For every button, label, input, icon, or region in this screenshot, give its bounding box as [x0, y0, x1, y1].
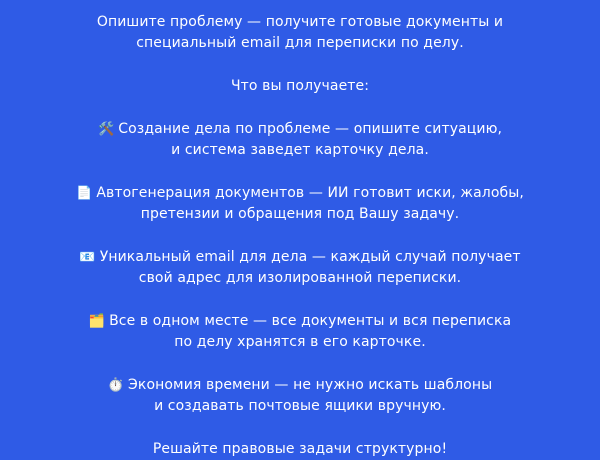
section-heading: Что вы получаете: [230, 78, 370, 94]
feature-item-time-saving [24, 375, 576, 417]
feature-line-2: по делу хранятся в его карточке. [174, 334, 426, 350]
feature-line-1: Экономия времени — не нужно искать шаблоны [128, 377, 493, 393]
stopwatch-icon: ⏱️ [107, 378, 125, 393]
feature-line-2: претензии и обращения под Вашу задачу. [140, 206, 460, 222]
intro-line-1: Опишите проблему — получите готовые документы и [96, 14, 504, 30]
feature-line-2: и система заведет карточку дела. [171, 142, 429, 158]
feature-item-unique-email [24, 247, 576, 289]
feature-line-1: Уникальный email для дела — каждый случай получает [99, 249, 521, 265]
closing-text: Решайте правовые задачи структурно! [152, 441, 448, 457]
feature-line-1: Создание дела по проблеме — опишите ситуацию, [118, 121, 503, 137]
intro-line-2: специальный email для переписки по делу. [136, 35, 464, 51]
tools-icon: 🛠️ [97, 122, 115, 137]
feature-item-document-generation [24, 183, 576, 225]
feature-line-1: Автогенерация документов — ИИ готовит иски, жалобы, [96, 185, 524, 201]
feature-line-2: и создавать почтовые ящики вручную. [154, 398, 446, 414]
feature-line-1: Все в одном месте — все документы и вся переписка [109, 313, 512, 329]
feature-line-2: свой адрес для изолированной переписки. [138, 270, 462, 286]
folder-icon: 🗂️ [88, 314, 106, 329]
document-icon: 📄 [76, 186, 93, 201]
feature-item-all-in-one-place [24, 311, 576, 353]
intro-text [24, 12, 576, 54]
feature-item-case-creation [24, 119, 576, 161]
email-icon: 📧 [79, 250, 96, 265]
